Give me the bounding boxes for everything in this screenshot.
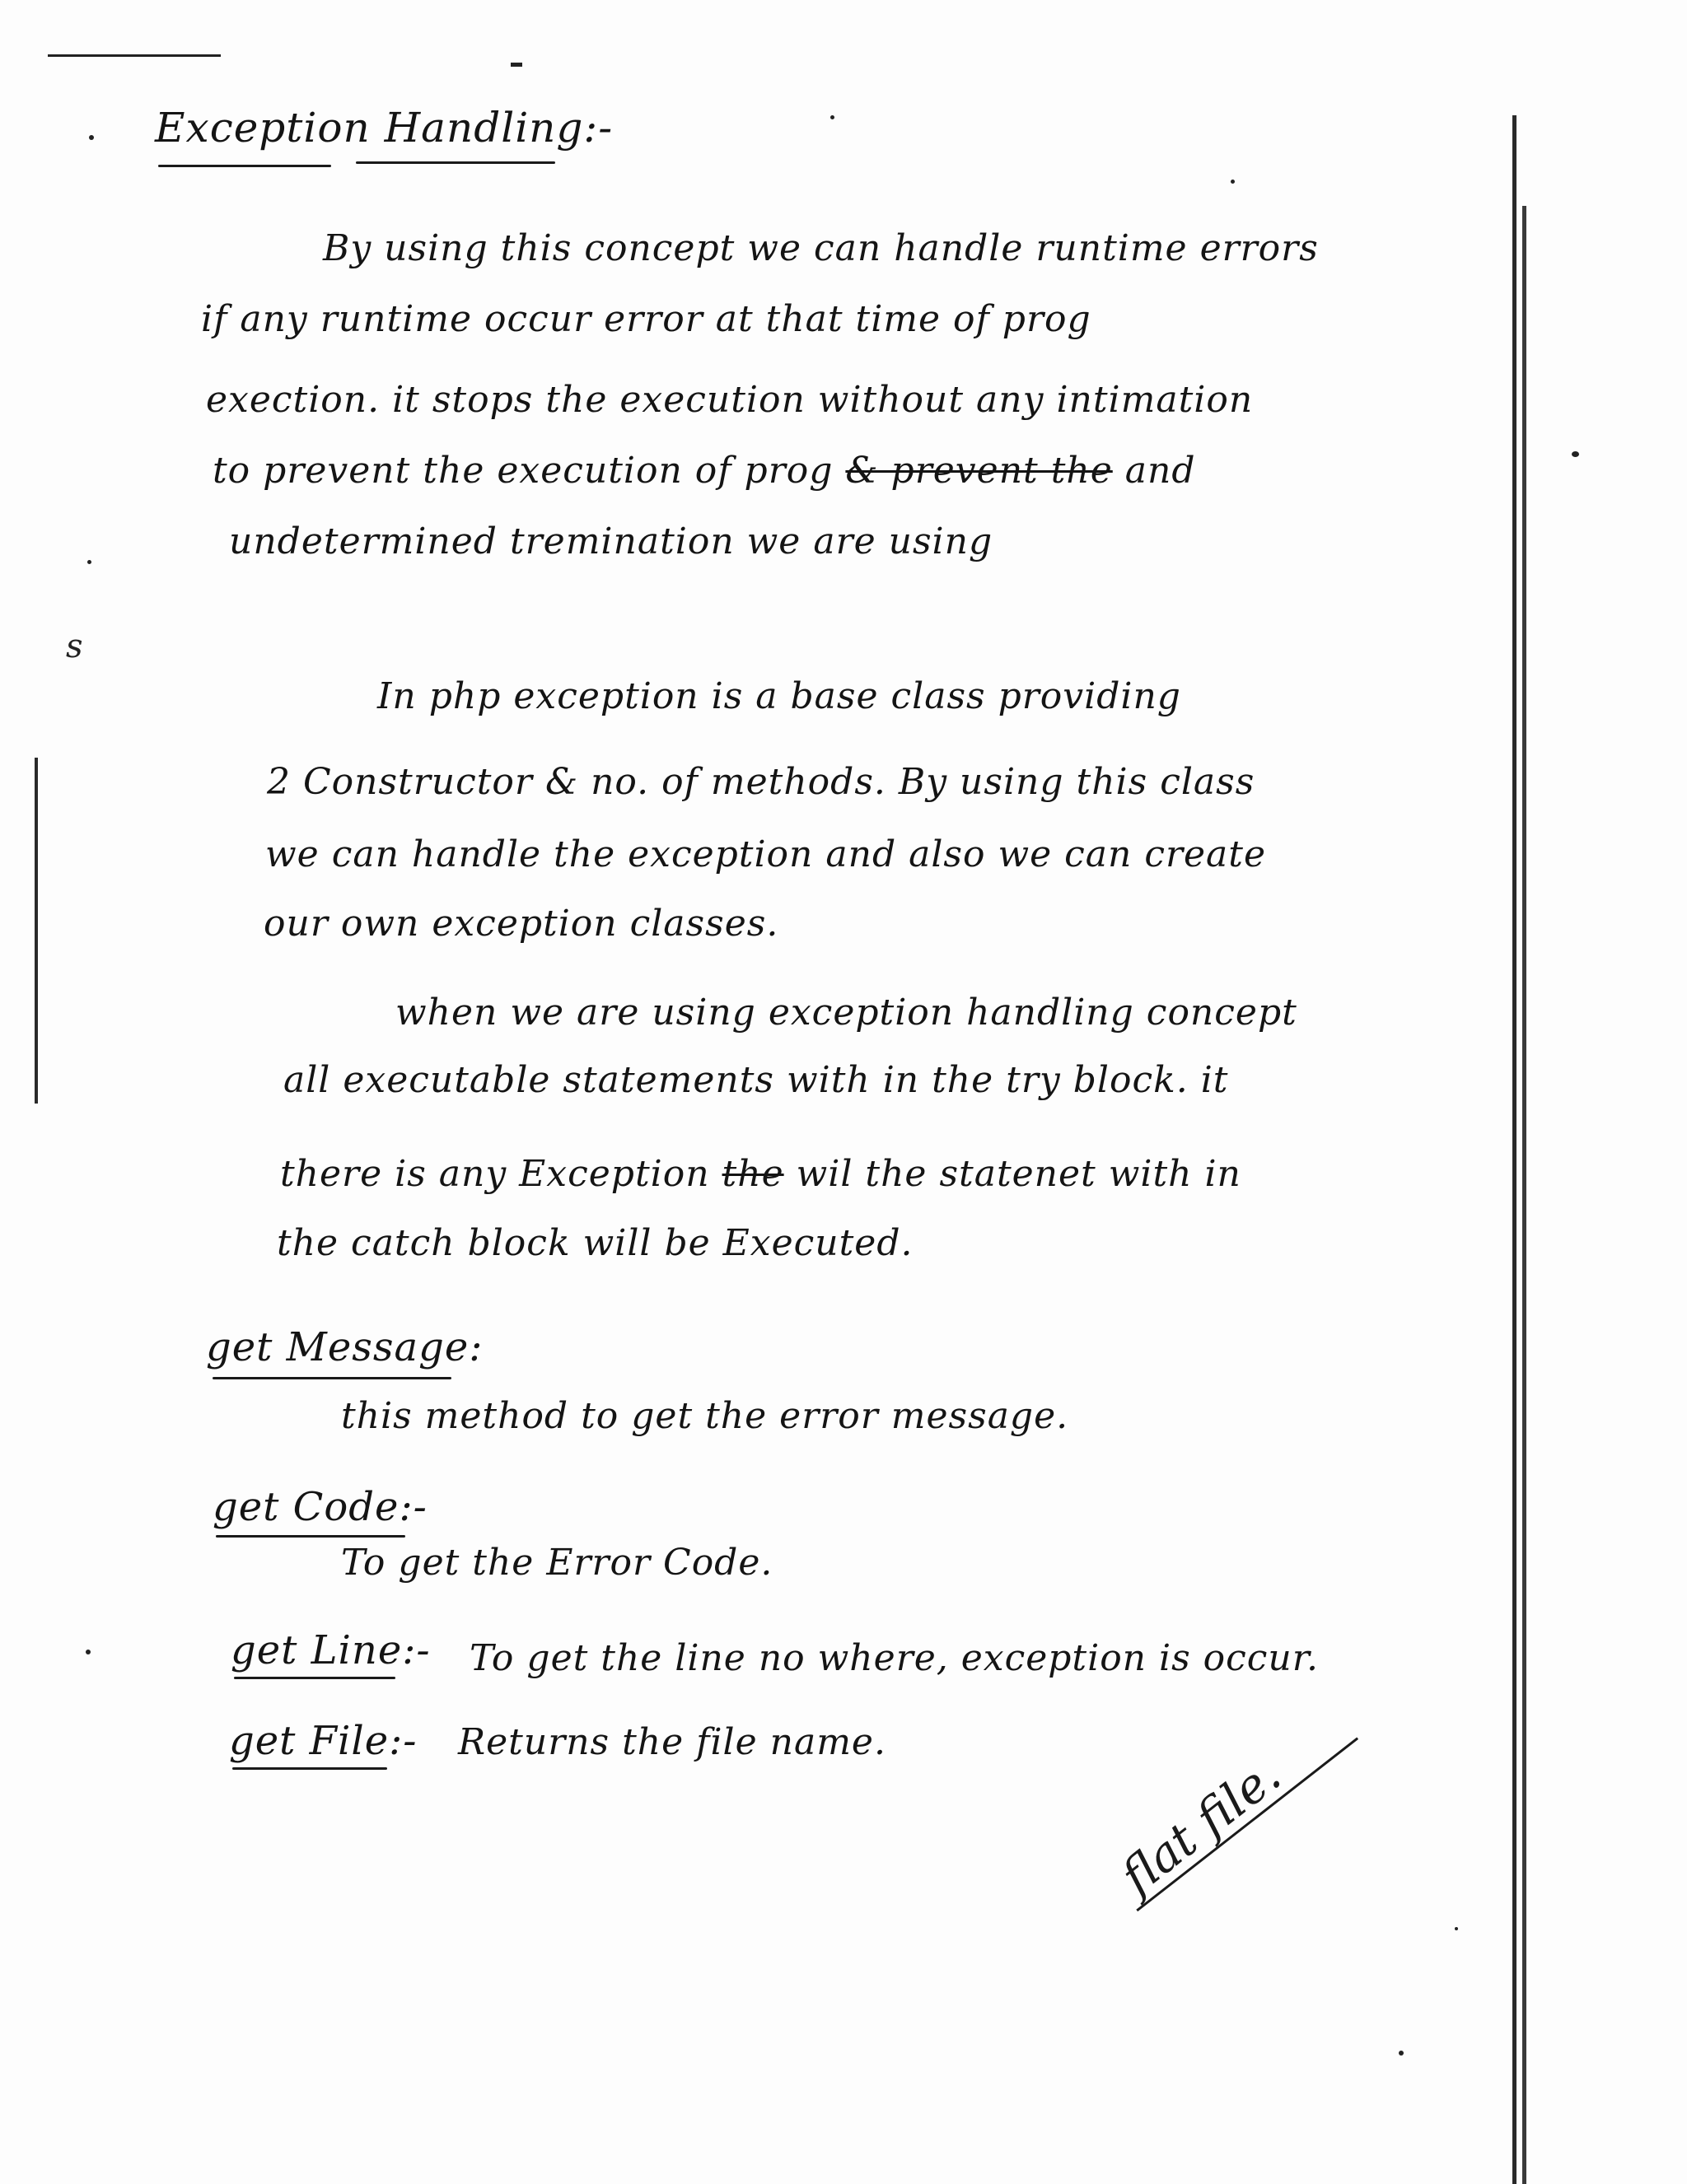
para2-line3: we can handle the exception and also we can create — [265, 833, 1267, 875]
ink-speck — [1455, 1927, 1458, 1930]
para3-line2: all executable statements with in the try block. it — [283, 1059, 1229, 1101]
para2-line4: our own exception classes. — [264, 903, 779, 945]
margin-letter: s — [66, 628, 83, 665]
flat-file-text: flat file. — [1110, 1746, 1292, 1905]
para1-line4 — [213, 450, 1196, 492]
para1-line5: undetermined tremination we are using — [229, 520, 993, 562]
para2-line1: In php exception is a base class providing — [377, 675, 1181, 717]
flat-file-note — [1110, 1747, 1291, 1905]
title-underline — [158, 165, 331, 167]
para3-line3 — [280, 1153, 1241, 1195]
method-underline — [213, 1377, 451, 1379]
para1-line4-end: and — [1124, 450, 1196, 492]
para1-line1: By using this concept we can handle runtime errors — [323, 227, 1319, 269]
para3-line1: when we are using exception handling concept — [395, 992, 1297, 1034]
para1-line2: if any runtime occur error at that time of prog — [201, 298, 1091, 340]
method-underline — [234, 1677, 395, 1679]
method-desc-get-code: To get the Error Code. — [341, 1542, 773, 1584]
method-underline — [216, 1535, 405, 1538]
left-margin-line — [35, 758, 38, 1104]
para3-struck-text: the — [722, 1153, 784, 1195]
para2-line2: 2 Constructor & no. of methods. By using this class — [267, 761, 1255, 803]
ink-speck — [87, 560, 91, 564]
ink-speck — [830, 115, 834, 119]
method-name-get-code: get Code:- — [213, 1484, 428, 1530]
ink-speck — [1231, 180, 1235, 184]
method-desc-get-message: this method to get the error message. — [341, 1395, 1069, 1437]
top-dash-mark — [511, 63, 522, 67]
method-name-get-line: get Line:- — [231, 1627, 431, 1673]
right-margin-line — [1512, 115, 1516, 2184]
ink-speck — [1572, 451, 1579, 457]
para3-line3-end: wil the statenet with in — [796, 1153, 1241, 1195]
page-title: Exception Handling:- — [155, 104, 614, 152]
ink-speck — [89, 135, 94, 140]
para1-line3: exection. it stops the execution without any intimation — [206, 379, 1254, 421]
method-desc-get-line: To get the line no where, exception is occur. — [470, 1637, 1319, 1679]
method-underline — [232, 1767, 387, 1770]
top-rule-mark — [48, 54, 221, 57]
title-underline — [356, 161, 555, 164]
para3-line4: the catch block will be Executed. — [277, 1222, 914, 1264]
para1-line4-text: to prevent the execution of prog — [213, 450, 834, 492]
para3-line3-text: there is any Exception — [280, 1153, 710, 1195]
ink-speck — [1399, 2051, 1404, 2056]
method-desc-get-file: Returns the file name. — [458, 1721, 886, 1763]
para1-struck-text: & prevent the — [845, 450, 1113, 492]
method-name-get-message: get Message: — [206, 1324, 484, 1370]
ink-speck — [86, 1650, 91, 1654]
method-name-get-file: get File:- — [229, 1718, 418, 1764]
right-margin-shadow — [1522, 206, 1526, 2184]
